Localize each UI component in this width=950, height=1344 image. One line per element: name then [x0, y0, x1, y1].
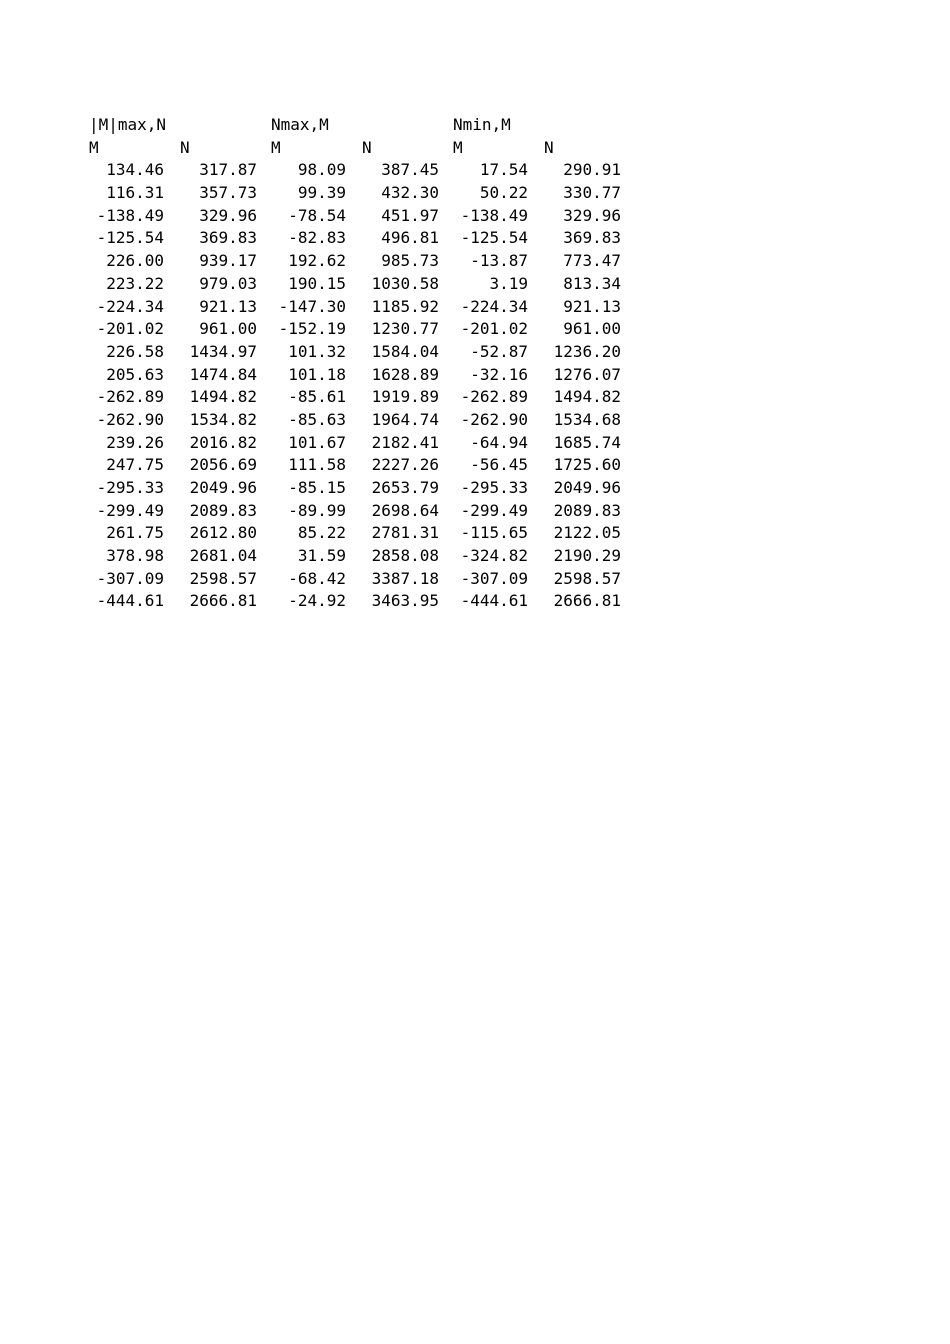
table-cell: 2781.31: [371, 523, 439, 543]
table-row: [89, 568, 635, 591]
table-cell: 2089.83: [189, 500, 257, 520]
table-cell: 223.22: [106, 273, 164, 293]
table-cell: 3463.95: [371, 591, 439, 611]
table-cell: 2858.08: [371, 546, 439, 566]
table-cell: -85.15: [288, 478, 346, 497]
table-cell: 2049.96: [553, 478, 621, 497]
table-cell: 1534.68: [553, 409, 621, 429]
table-row: [89, 522, 635, 545]
table-cell: 226.00: [106, 251, 164, 271]
table-body: [89, 159, 635, 613]
table-cell: -115.65: [460, 523, 528, 543]
table-cell: 432.30: [381, 183, 439, 203]
table-row: [89, 205, 635, 228]
table-cell: 85.22: [297, 523, 346, 543]
table-cell: 17.54: [479, 160, 528, 180]
column-header: M: [453, 137, 463, 157]
table-cell: 1474.84: [189, 364, 257, 384]
table-row: [89, 296, 635, 319]
table-cell: -89.99: [288, 500, 346, 520]
table-cell: -307.09: [96, 568, 164, 588]
table-row: [89, 273, 635, 296]
table-cell: 1725.60: [553, 455, 621, 475]
table-cell: -64.94: [470, 432, 528, 452]
column-header: N: [544, 137, 554, 157]
table-cell: 1230.77: [371, 319, 439, 339]
table-cell: 99.39: [297, 183, 346, 203]
table-row: [89, 364, 635, 387]
table-cell: 101.18: [288, 364, 346, 384]
table-row: [89, 409, 635, 432]
table-cell: -82.83: [288, 228, 346, 248]
table-cell: 2598.57: [189, 568, 257, 588]
table-cell: -324.82: [460, 546, 528, 566]
table-row: [89, 341, 635, 364]
table-cell: 2698.64: [371, 500, 439, 520]
table-cell: 2681.04: [189, 546, 257, 566]
column-header-row: [89, 137, 635, 160]
table-cell: -444.61: [96, 591, 164, 611]
table-cell: 101.67: [288, 432, 346, 452]
table-cell: 2049.96: [189, 478, 257, 497]
table-row: [89, 454, 635, 477]
table-cell: 2653.79: [371, 478, 439, 497]
table-cell: 2190.29: [553, 546, 621, 566]
table-cell: -299.49: [460, 500, 528, 520]
table-cell: -152.19: [278, 319, 346, 339]
table-cell: 192.62: [288, 251, 346, 271]
column-header: N: [180, 137, 190, 157]
force-combination-table: [89, 114, 635, 613]
table-cell: -32.16: [470, 364, 528, 384]
table-row: [89, 590, 635, 613]
table-row: [89, 545, 635, 568]
group-header-row: [89, 114, 635, 137]
group-header-nmax: Nmax,M: [271, 115, 329, 134]
table-cell: 985.73: [381, 251, 439, 271]
table-cell: 2666.81: [189, 591, 257, 611]
table-cell: 369.83: [563, 228, 621, 248]
table-cell: -295.33: [460, 478, 528, 497]
table-cell: -56.45: [470, 455, 528, 475]
table-row: [89, 318, 635, 341]
table-cell: 1534.82: [189, 409, 257, 429]
table-cell: 31.59: [297, 546, 346, 566]
table-cell: 1236.20: [553, 341, 621, 361]
table-cell: 2612.80: [189, 523, 257, 543]
table-cell: -147.30: [278, 296, 346, 316]
table-row: [89, 250, 635, 273]
table-cell: 2089.83: [553, 500, 621, 520]
table-cell: -85.61: [288, 387, 346, 407]
table-cell: -24.92: [288, 591, 346, 611]
table-cell: 961.00: [563, 319, 621, 339]
table-cell: 939.17: [199, 251, 257, 271]
table-cell: -52.87: [470, 341, 528, 361]
table-cell: 205.63: [106, 364, 164, 384]
table-cell: -125.54: [96, 228, 164, 248]
table-cell: 378.98: [106, 546, 164, 566]
table-cell: 239.26: [106, 432, 164, 452]
table-cell: -262.90: [460, 409, 528, 429]
table-cell: 1628.89: [371, 364, 439, 384]
table-cell: -262.89: [460, 387, 528, 407]
table-cell: 1494.82: [189, 387, 257, 407]
table-cell: -125.54: [460, 228, 528, 248]
table-cell: -295.33: [96, 478, 164, 497]
table-cell: 317.87: [199, 160, 257, 180]
column-header: M: [271, 137, 281, 157]
table-cell: -262.90: [96, 409, 164, 429]
table-cell: 387.45: [381, 160, 439, 180]
table-cell: -138.49: [96, 205, 164, 225]
table-row: [89, 227, 635, 250]
table-cell: 921.13: [563, 296, 621, 316]
table-cell: -78.54: [288, 205, 346, 225]
table-row: [89, 500, 635, 523]
table-cell: 2227.26: [371, 455, 439, 475]
table-cell: -201.02: [96, 319, 164, 339]
table-cell: 496.81: [381, 228, 439, 248]
table-cell: 773.47: [563, 251, 621, 271]
table-row: [89, 159, 635, 182]
table-cell: -307.09: [460, 568, 528, 588]
table-cell: 101.32: [288, 341, 346, 361]
table-cell: 1030.58: [371, 273, 439, 293]
table-cell: -68.42: [288, 568, 346, 588]
table-cell: 369.83: [199, 228, 257, 248]
table-cell: 50.22: [479, 183, 528, 203]
table-cell: 1584.04: [371, 341, 439, 361]
table-cell: -85.63: [288, 409, 346, 429]
table-cell: 98.09: [297, 160, 346, 180]
column-header: N: [362, 137, 372, 157]
table-row: [89, 432, 635, 455]
table-cell: -299.49: [96, 500, 164, 520]
table-cell: 134.46: [106, 160, 164, 180]
table-cell: 226.58: [106, 341, 164, 361]
table-cell: 330.77: [563, 183, 621, 203]
table-cell: 2056.69: [189, 455, 257, 475]
table-cell: 1964.74: [371, 409, 439, 429]
table-row: [89, 182, 635, 205]
table-cell: 290.91: [563, 160, 621, 180]
column-header: M: [89, 137, 99, 157]
group-header-mmax: |M|max,N: [89, 115, 167, 134]
table-cell: 961.00: [199, 319, 257, 339]
table-cell: 2666.81: [553, 591, 621, 611]
table-cell: 2598.57: [553, 568, 621, 588]
table-row: [89, 386, 635, 409]
table-cell: 3.19: [489, 273, 528, 293]
table-cell: 247.75: [106, 455, 164, 475]
table-row: [89, 477, 635, 500]
table-cell: 329.96: [563, 205, 621, 225]
table-cell: -138.49: [460, 205, 528, 225]
table-cell: 921.13: [199, 296, 257, 316]
table-cell: -13.87: [470, 251, 528, 271]
table-cell: 1494.82: [553, 387, 621, 407]
table-cell: 1185.92: [371, 296, 439, 316]
table-cell: -262.89: [96, 387, 164, 407]
table-cell: 116.31: [106, 183, 164, 203]
table-cell: 1434.97: [189, 341, 257, 361]
table-cell: 111.58: [288, 455, 346, 475]
table-cell: 190.15: [288, 273, 346, 293]
group-header-nmin: Nmin,M: [453, 115, 511, 134]
table-cell: 1685.74: [553, 432, 621, 452]
table-cell: 451.97: [381, 205, 439, 225]
table-cell: 2122.05: [553, 523, 621, 543]
table-cell: 813.34: [563, 273, 621, 293]
table-cell: 1276.07: [553, 364, 621, 384]
table-cell: 1919.89: [371, 387, 439, 407]
table-cell: -224.34: [96, 296, 164, 316]
table-cell: 3387.18: [371, 568, 439, 588]
table-cell: 979.03: [199, 273, 257, 293]
table-cell: 357.73: [199, 183, 257, 203]
table-cell: 2016.82: [189, 432, 257, 452]
table-cell: 2182.41: [371, 432, 439, 452]
table-cell: -224.34: [460, 296, 528, 316]
table-cell: -444.61: [460, 591, 528, 611]
table-cell: 261.75: [106, 523, 164, 543]
table-cell: 329.96: [199, 205, 257, 225]
table-cell: -201.02: [460, 319, 528, 339]
